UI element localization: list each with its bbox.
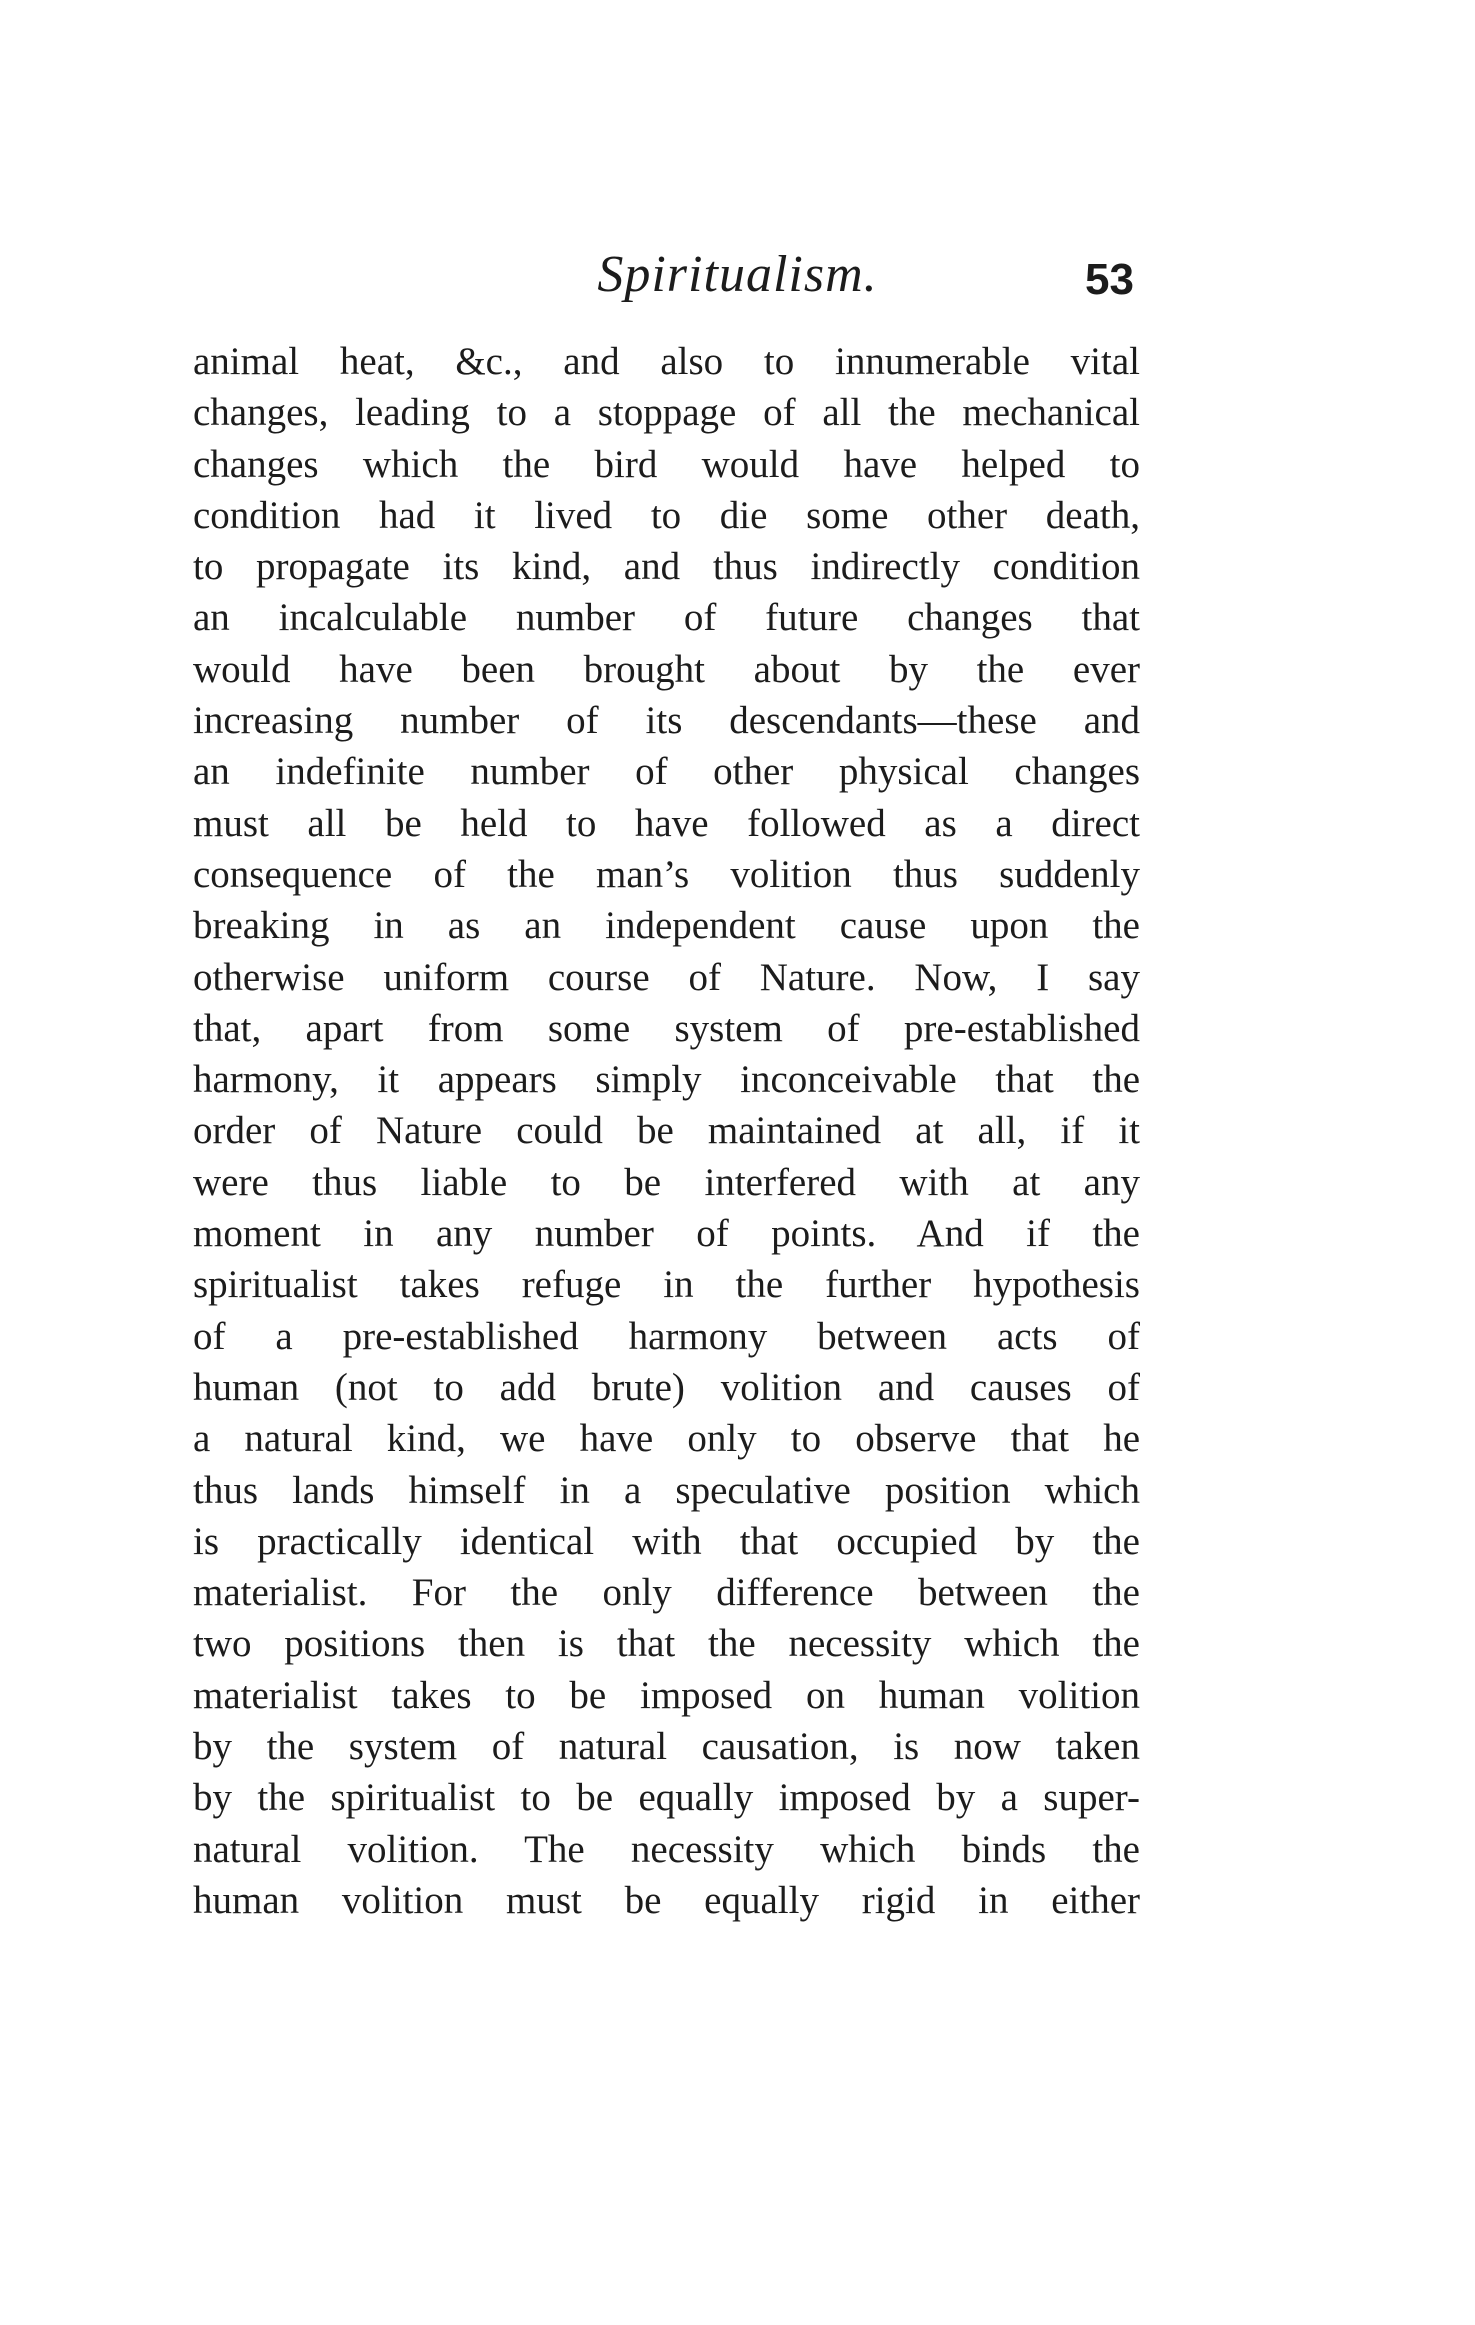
text-line: to propagate its kind, and thus indirectly condition xyxy=(193,545,1140,589)
text-line: human (not to add brute) volition and causes of xyxy=(193,1365,1140,1409)
text-line: consequence of the man’s volition thus suddenly xyxy=(193,852,1140,896)
text-line: spiritualist takes refuge in the further hypothesis xyxy=(193,1263,1140,1307)
text-line: an incalculable number of future changes that xyxy=(193,596,1140,640)
text-line: must all be held to have followed as a direct xyxy=(193,801,1140,845)
text-line: that, apart from some system of pre-established xyxy=(193,1006,1140,1050)
body-text xyxy=(193,336,1140,1926)
text-line: breaking in as an independent cause upon the xyxy=(193,904,1140,948)
text-line: a natural kind, we have only to observe that he xyxy=(193,1417,1140,1461)
text-line: order of Nature could be maintained at all, if it xyxy=(193,1109,1140,1153)
text-line: materialist takes to be imposed on human volition xyxy=(193,1673,1140,1717)
text-line: human volition must be equally rigid in either xyxy=(193,1878,1140,1922)
running-head xyxy=(0,240,1475,310)
text-line: materialist. For the only difference between the xyxy=(193,1571,1140,1615)
text-line: changes which the bird would have helped to xyxy=(193,442,1140,486)
text-line: condition had it lived to die some other death, xyxy=(193,493,1140,537)
text-line: two positions then is that the necessity which the xyxy=(193,1622,1140,1666)
text-line: by the system of natural causation, is now taken xyxy=(193,1725,1140,1769)
text-line: were thus liable to be interfered with at any xyxy=(193,1160,1140,1204)
text-line: otherwise uniform course of Nature. Now, I say xyxy=(193,955,1140,999)
running-title: Spiritualism. xyxy=(597,246,878,303)
text-line: is practically identical with that occupied by the xyxy=(193,1519,1140,1563)
text-line: increasing number of its descendants—these and xyxy=(193,699,1140,743)
text-line: changes, leading to a stoppage of all the mechanical xyxy=(193,391,1140,435)
text-line: would have been brought about by the ever xyxy=(193,647,1140,691)
text-line: of a pre-established harmony between acts of xyxy=(193,1314,1140,1358)
text-line: animal heat, &c., and also to innumerable vital xyxy=(193,340,1140,383)
text-line: an indefinite number of other physical changes xyxy=(193,750,1140,794)
text-line: moment in any number of points. And if the xyxy=(193,1212,1140,1256)
page-number: 53 xyxy=(1085,255,1134,304)
text-line: thus lands himself in a speculative position which xyxy=(193,1468,1140,1512)
text-line: harmony, it appears simply inconceivable that the xyxy=(193,1058,1140,1102)
text-line: by the spiritualist to be equally imposed by a super- xyxy=(193,1776,1140,1820)
text-line: natural volition. The necessity which binds the xyxy=(193,1827,1140,1871)
